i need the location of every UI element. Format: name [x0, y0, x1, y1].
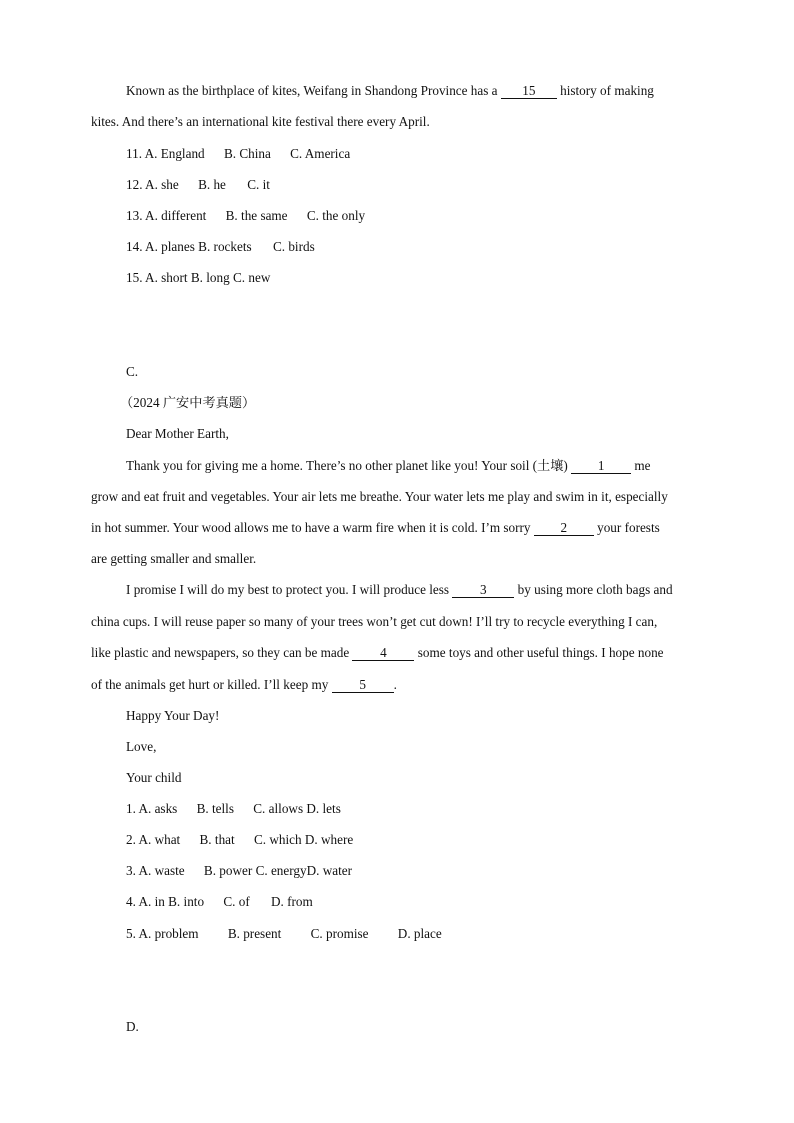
- letter-greeting: Dear Mother Earth,: [126, 426, 229, 441]
- section-c-label: C.: [126, 364, 139, 379]
- passage-c-p1-line-1: [126, 457, 703, 475]
- passage-text: some toys and other useful things. I hope none: [417, 645, 664, 660]
- option-row-12: 12. A. she B. he C. it: [126, 177, 270, 192]
- blank-5: 5: [332, 677, 394, 693]
- passage-text: by using more cloth bags and: [517, 582, 673, 597]
- blank-4: 4: [352, 645, 414, 661]
- question-source: （2024 广安中考真题）: [120, 395, 256, 410]
- passage-c-p1-line-4: are getting smaller and smaller.: [91, 551, 257, 566]
- letter-signature: Your child: [126, 770, 182, 785]
- passage-c-p2-line-1: [126, 581, 703, 599]
- passage-text: me: [634, 458, 651, 473]
- option-row-13: 13. A. different B. the same C. the only: [126, 208, 366, 223]
- passage-c-p1-line-2: grow and eat fruit and vegetables. Your air lets me breathe. Your water lets me play and swim in it, especially: [91, 489, 668, 504]
- letter-closing-1: Happy Your Day!: [126, 708, 220, 723]
- blank-1: 1: [571, 458, 631, 474]
- passage-text: .: [393, 677, 397, 692]
- option-row-14: 14. A. planes B. rockets C. birds: [126, 239, 315, 254]
- passage-b-line-1: [126, 82, 703, 100]
- passage-text: in hot summer. Your wood allows me to have a warm fire when it is cold. I’m sorry: [91, 520, 531, 535]
- blank-15: 15: [501, 83, 557, 99]
- section-d-label: D.: [126, 1019, 139, 1034]
- option-row-15: 15. A. short B. long C. new: [126, 270, 271, 285]
- option-row-3: 3. A. waste B. power C. energyD. water: [126, 863, 352, 878]
- passage-text: like plastic and newspapers, so they can be made: [91, 645, 350, 660]
- option-row-11: 11. A. England B. China C. America: [126, 146, 351, 161]
- passage-text: your forests: [597, 520, 660, 535]
- option-row-4: 4. A. in B. into C. of D. from: [126, 894, 313, 909]
- letter-closing-2: Love,: [126, 739, 157, 754]
- passage-text: history of making: [560, 83, 654, 98]
- passage-b-line-2: kites. And there’s an international kite festival there every April.: [91, 114, 430, 129]
- passage-c-p2-line-2: china cups. I will reuse paper so many of your trees won’t get cut down! I’ll try to recycle everything I can,: [91, 614, 658, 629]
- passage-text: Known as the birthplace of kites, Weifang in Shandong Province has a: [126, 83, 498, 98]
- passage-c-p2-line-4: [91, 676, 703, 694]
- option-row-2: 2. A. what B. that C. which D. where: [126, 832, 354, 847]
- option-row-5: 5. A. problem B. present C. promise D. place: [126, 926, 442, 941]
- option-row-1: 1. A. asks B. tells C. allows D. lets: [126, 801, 341, 816]
- blank-2: 2: [534, 520, 594, 536]
- passage-text: I promise I will do my best to protect you. I will produce less: [126, 582, 450, 597]
- passage-c-p1-line-3: [91, 519, 703, 537]
- passage-c-p2-line-3: [91, 644, 703, 662]
- blank-3: 3: [452, 582, 514, 598]
- passage-text: Thank you for giving me a home. There’s no other planet like you! Your soil (土壤): [126, 458, 568, 473]
- passage-text: of the animals get hurt or killed. I’ll keep my: [91, 677, 329, 692]
